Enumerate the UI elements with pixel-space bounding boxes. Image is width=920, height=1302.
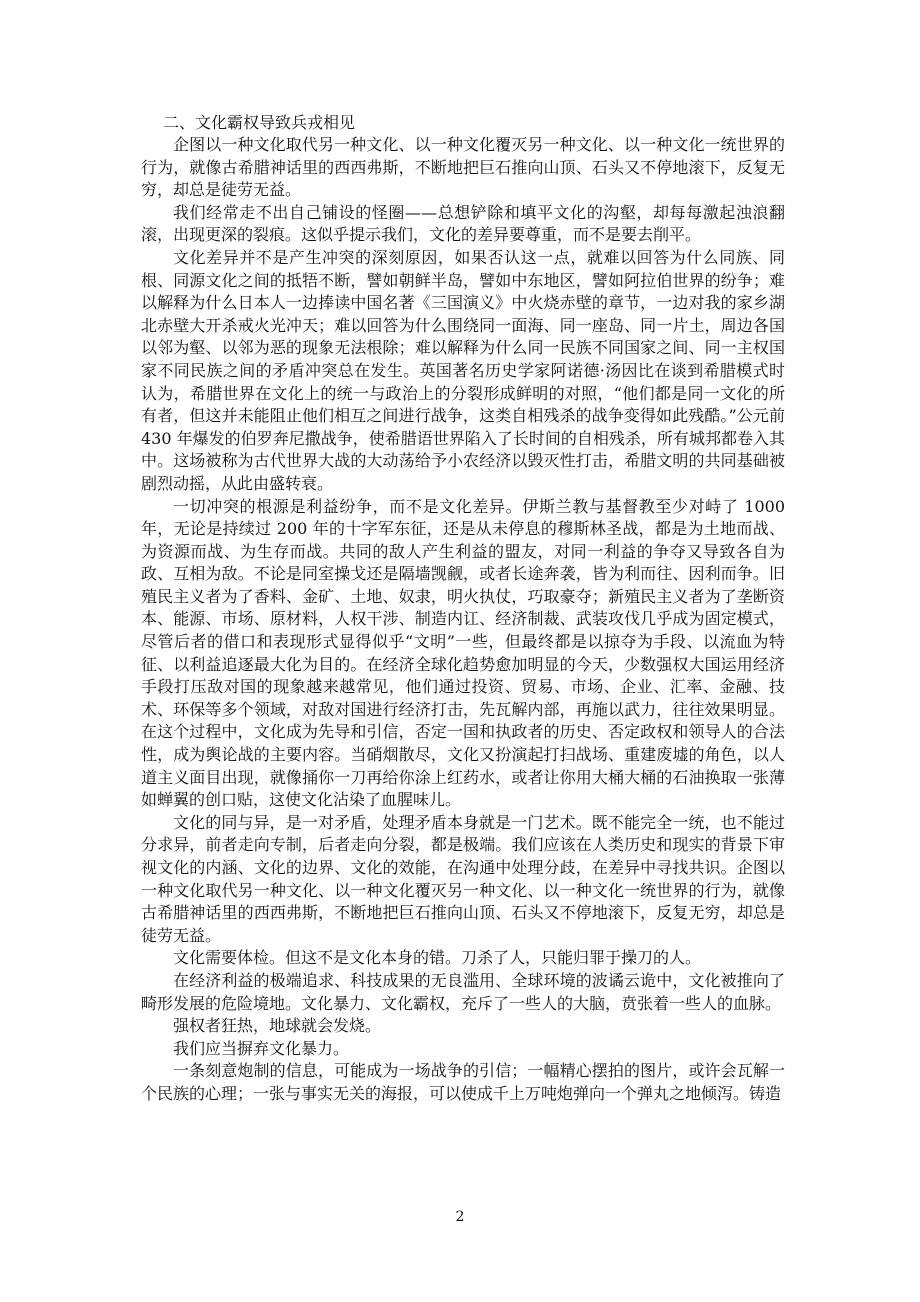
paragraph: 我们经常走不出自己铺设的怪圈——总想铲除和填平文化的沟壑，却每每激起浊浪翻滚，出现更深的裂痕。这似乎提示我们，文化的差异要尊重，而不是要去削平。 [141,202,785,245]
paragraph: 企图以一种文化取代另一种文化、以一种文化覆灭另一种文化、以一种文化一统世界的行为，就像古希腊神话里的西西弗斯，不断地把巨石推向山顶、石头又不停地滚下，反复无穷，却总是徒劳无益。 [141,135,785,200]
paragraph: 文化需要体检。但这不是文化本身的错。刀杀了人，只能归罪于操刀的人。 [173,948,702,968]
paragraph: 在经济利益的极端追求、科技成果的无良滥用、全球环境的波谲云诡中，文化被推向了畸形发展的危险境地。文化暴力、文化霸权，充斥了一些人的大脑，贲张着一些人的血脉。 [141,970,785,1013]
paragraph: 我们应当摒弃文化暴力。 [173,1038,350,1058]
paragraph: 文化差异并不是产生冲突的深刻原因，如果否认这一点，就难以回答为什么同族、同根、同源文化之间的抵牾不断，譬如朝鲜半岛，譬如中东地区，譬如阿拉伯世界的纷争；难以解释为什么日本人一边捧读中国名著《三国演义》中火烧赤壁的章节，一边对我的家乡湖北赤壁大开杀戒火光冲天；难以回答为什么围绕同一面海、同一座岛、同一片土，周边各国以邻为壑、以邻为恶的现象无法根除；难以解释为什么同一民族不同国家之间、同一主权国家不同民族之间的矛盾冲突总在发生。英国著名历史学家阿诺德·汤因比在谈到希腊模式时认为，希腊世界在文化上的统一与政治上的分裂形成鲜明的对照，“他们都是同一文化的所有者，但这并未能阻止他们相互之间进行战争，这类自相残杀的战争变得如此残酷。”公元前 430 年爆发的伯罗奔尼撒战争，使希腊语世界陷入了长时间的自相残杀，所有城邦都卷入其中。这场被称为古代世界大战的大动荡给予小农经济以毁灭性打击，希腊文明的共同基础被剧烈动摇，从此由盛转衰。 [141,247,785,493]
paragraph: 一切冲突的根源是利益纷争，而不是文化差异。伊斯兰教与基督教至少对峙了 1000 年，无论是持续过 200 年的十字军东征，还是从未停息的穆斯林圣战，都是为土地而战、为资源而战、为生存而战。共同的敌人产生利益的盟友，对同一利益的争夺又导致各自为政、互相为敌。不论是同室操戈还是隔墙觊觎，或者长途奔袭，皆为利而往、因利而争。旧殖民主义者为了香料、金矿、土地、奴隶，明火执仗，巧取豪夺；新殖民主义者为了垄断资本、能源、市场、原材料，人权干涉、制造内讧、经济制裁、武装攻伐几乎成为固定模式，尽管后者的借口和表现形式显得似乎“文明”一些，但最终都是以掠夺为手段、以流血为特征、以利益追逐最大化为目的。在经济全球化趋势愈加明显的今天，少数强权大国运用经济手段打压敌对国的现象越来越常见，他们通过投资、贸易、市场、企业、汇率、金融、技术、环保等多个领域，对敌对国进行经济打击，先瓦解内部，再施以武力，往往效果明显。在这个过程中，文化成为先导和引信，否定一国和执政者的历史、否定政权和领导人的合法性，成为舆论战的主要内容。当硝烟散尽，文化又扮演起打扫战场、重建废墟的角色，以人道主义面目出现，就像捅你一刀再给你涂上红药水，或者让你用大桶大桶的石油换取一张薄如蝉翼的创口贴，这使文化沾染了血腥味儿。 [141,496,785,810]
paragraph: 文化的同与异，是一对矛盾，处理矛盾本身就是一门艺术。既不能完全一统，也不能过分求异，前者走向专制，后者走向分裂，都是极端。我们应该在人类历史和现实的背景下审视文化的内涵、文化的边界、文化的效能，在沟通中处理分歧，在差异中寻找共识。企图以一种文化取代另一种文化、以一种文化覆灭另一种文化、以一种文化一统世界的行为，就像古希腊神话里的西西弗斯，不断地把巨石推向山顶、石头又不停地滚下，反复无穷，却总是徒劳无益。 [141,812,785,945]
paragraph: 强权者狂热，地球就会发烧。 [173,1016,382,1036]
document-body [141,112,785,1106]
section-heading: 二、文化霸权导致兵戎相见 [163,113,356,132]
paragraph: 一条刻意炮制的信息，可能成为一场战争的引信；一幅精心摆拍的图片，或许会瓦解一个民族的心理；一张与事实无关的海报，可以使成千上万吨炮弹向一个弹丸之地倾泻。铸造 [141,1061,785,1103]
page-number: 2 [455,1209,465,1225]
